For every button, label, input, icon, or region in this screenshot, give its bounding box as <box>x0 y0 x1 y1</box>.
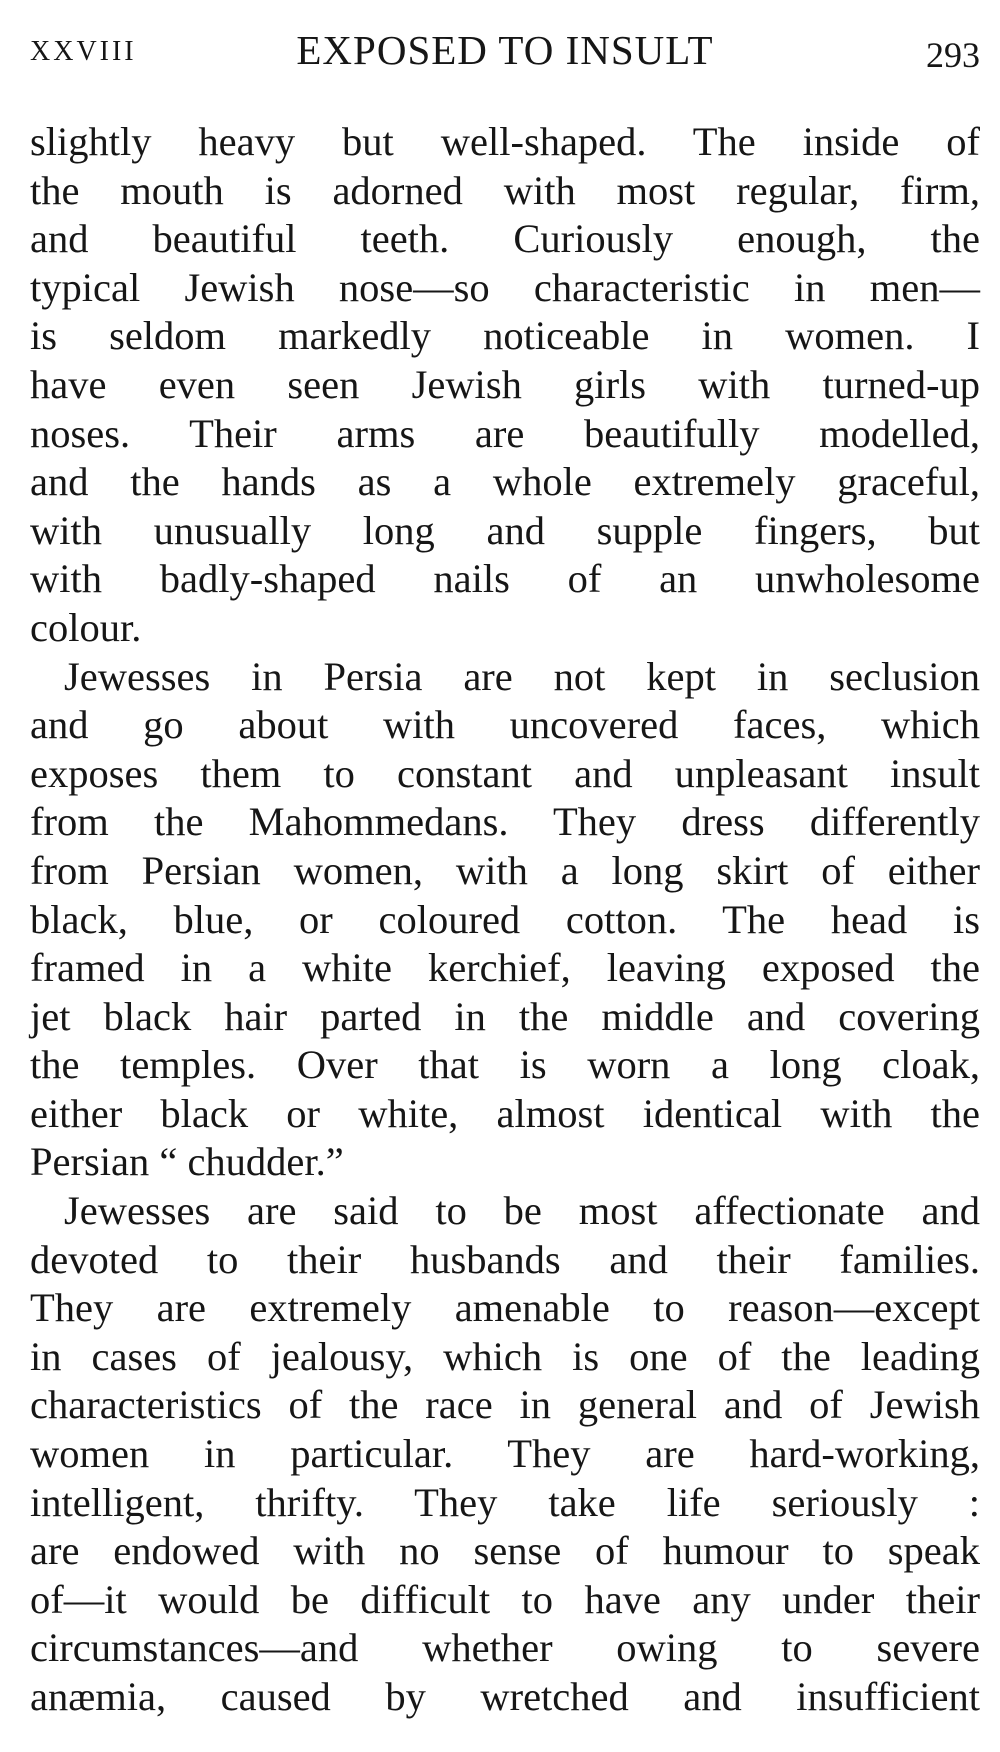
text-line: women in particular. They are hard-working, <box>30 1431 980 1477</box>
text-line: colour. <box>30 604 142 650</box>
paragraph <box>30 118 980 653</box>
text-line: is seldom markedly noticeable in women. I <box>30 313 980 359</box>
text-line: They are extremely amenable to reason—except <box>30 1285 980 1331</box>
text-line: black, blue, or coloured cotton. The head is <box>30 896 980 942</box>
running-title: EXPOSED TO INSULT <box>296 27 714 73</box>
text-line: anæmia, caused by wretched and insufficient <box>30 1674 980 1719</box>
paragraph <box>30 1187 980 1722</box>
text-line: exposes them to constant and unpleasant insult <box>30 750 980 796</box>
text-line: Persian “ chudder.” <box>30 1139 344 1185</box>
text-line: either black or white, almost identical with the <box>30 1090 980 1136</box>
text-line: circumstances—and whether owing to severe <box>30 1625 980 1671</box>
text-line: Jewesses are said to be most affectionate and <box>64 1188 980 1234</box>
text-line: with badly-shaped nails of an unwholesome <box>30 556 980 602</box>
page-number: 293 <box>926 35 980 75</box>
text-line: Jewesses in Persia are not kept in seclusion <box>64 653 980 699</box>
paragraph <box>30 653 980 1188</box>
text-line: have even seen Jewish girls with turned-up <box>30 361 980 407</box>
text-line: are endowed with no sense of humour to speak <box>30 1528 980 1574</box>
text-line: from the Mahommedans. They dress differently <box>30 799 980 845</box>
text-line: typical Jewish nose—so characteristic in men— <box>30 264 980 310</box>
text-line: in cases of jealousy, which is one of the leading <box>30 1333 980 1379</box>
chapter-number: XXVIII <box>30 36 137 67</box>
text-line: jet black hair parted in the middle and covering <box>30 993 980 1039</box>
text-line: characteristics of the race in general and of Jewish <box>30 1382 980 1428</box>
text-line: the temples. Over that is worn a long cloak, <box>30 1042 980 1088</box>
text-line: and go about with uncovered faces, which <box>30 702 980 748</box>
text-line: the mouth is adorned with most regular, firm, <box>30 167 980 213</box>
text-line: slightly heavy but well-shaped. The inside of <box>30 119 980 164</box>
running-header <box>30 22 980 92</box>
text-line: intelligent, thrifty. They take life seriously : <box>30 1479 980 1525</box>
text-line: framed in a white kerchief, leaving exposed the <box>30 945 980 991</box>
text-line: with unusually long and supple fingers, but <box>30 507 980 553</box>
text-line: of—it would be difficult to have any under their <box>30 1576 980 1622</box>
text-line: and beautiful teeth. Curiously enough, the <box>30 216 980 262</box>
body-text <box>30 118 980 1722</box>
text-line: and the hands as a whole extremely graceful, <box>30 459 980 505</box>
text-line: from Persian women, with a long skirt of either <box>30 847 980 893</box>
text-line: noses. Their arms are beautifully modelled, <box>30 410 980 456</box>
text-line: devoted to their husbands and their families. <box>30 1236 980 1282</box>
